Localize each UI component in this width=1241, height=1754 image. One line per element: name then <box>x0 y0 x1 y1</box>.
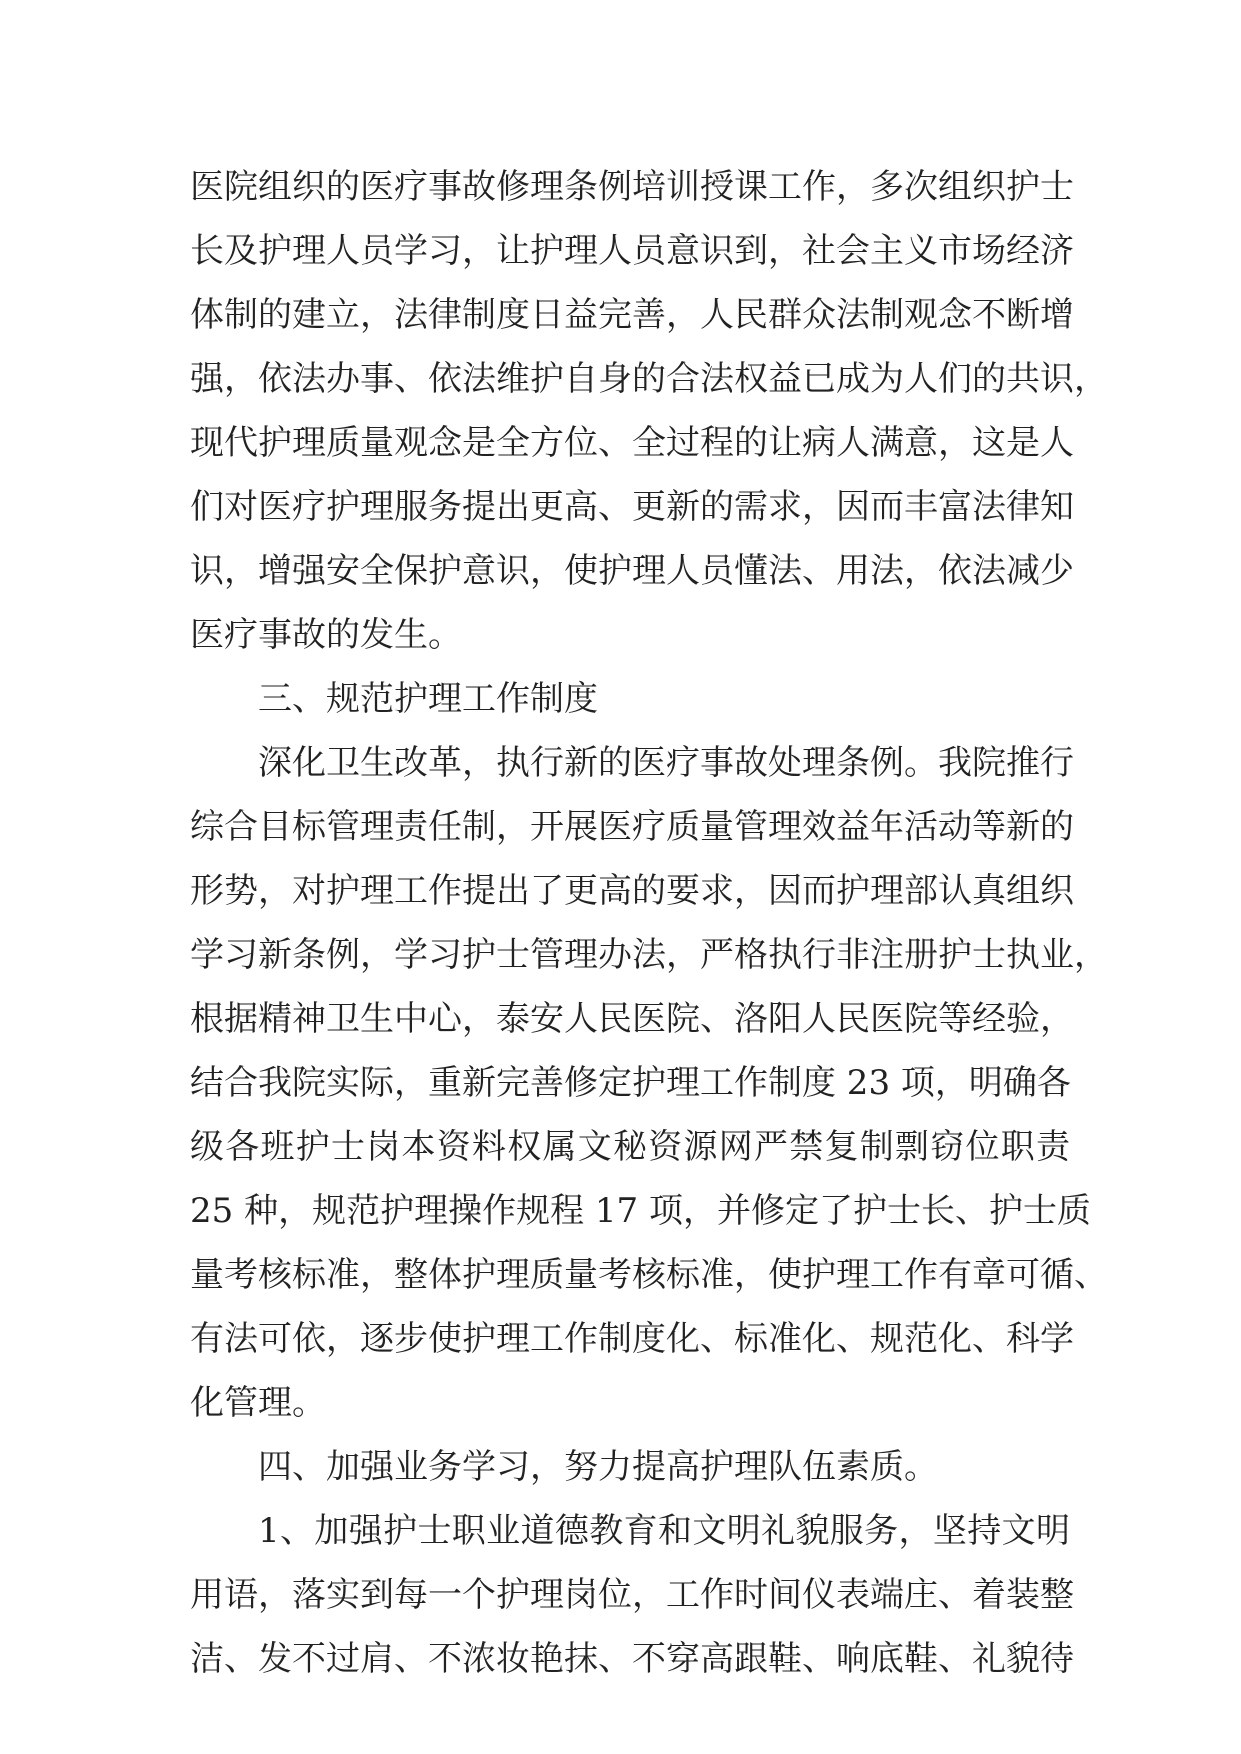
text-line: 根据精神卫生中心，泰安人民医院、洛阳人民医院等经验， <box>190 999 1074 1039</box>
text-line: 识，增强安全保护意识，使护理人员懂法、用法，依法减少 <box>190 551 1074 591</box>
text-line: 长及护理人员学习，让护理人员意识到，社会主义市场经济 <box>190 231 1074 271</box>
text-line: 用语，落实到每一个护理岗位，工作时间仪表端庄、着装整 <box>190 1575 1074 1615</box>
text-line: 现代护理质量观念是全方位、全过程的让病人满意，这是人 <box>190 423 1074 463</box>
text-line: 结合我院实际，重新完善修定护理工作制度 23 项，明确各 <box>190 1063 1071 1103</box>
text-line: 四、加强业务学习，努力提高护理队伍素质。 <box>258 1447 938 1487</box>
body-text <box>190 155 1108 1691</box>
text-line: 医院组织的医疗事故修理条例培训授课工作，多次组织护士 <box>190 167 1074 207</box>
text-line: 级各班护士岗本资料权属文秘资源网严禁复制剽窃位职责 <box>190 1127 1070 1167</box>
text-line: 洁、发不过肩、不浓妆艳抹、不穿高跟鞋、响底鞋、礼貌待 <box>190 1639 1074 1679</box>
text-line: 体制的建立，法律制度日益完善，人民群众法制观念不断增 <box>190 295 1074 335</box>
text-line: 强，依法办事、依法维护自身的合法权益已成为人们的共识， <box>190 359 1108 399</box>
text-line: 1、加强护士职业道德教育和文明礼貌服务，坚持文明 <box>258 1511 1070 1551</box>
text-line: 医疗事故的发生。 <box>190 615 462 655</box>
text-line: 三、规范护理工作制度 <box>258 679 598 719</box>
text-line: 化管理。 <box>190 1383 326 1423</box>
text-line: 25 种，规范护理操作规程 17 项，并修定了护士长、护士质 <box>190 1191 1091 1231</box>
text-line: 量考核标准，整体护理质量考核标准，使护理工作有章可循、 <box>190 1255 1108 1295</box>
text-line: 们对医疗护理服务提出更高、更新的需求，因而丰富法律知 <box>190 487 1074 527</box>
text-line: 有法可依，逐步使护理工作制度化、标准化、规范化、科学 <box>190 1319 1074 1359</box>
text-line: 综合目标管理责任制，开展医疗质量管理效益年活动等新的 <box>190 807 1074 847</box>
text-line: 学习新条例，学习护士管理办法，严格执行非注册护士执业， <box>190 935 1108 975</box>
text-line: 形势，对护理工作提出了更高的要求，因而护理部认真组织 <box>190 871 1074 911</box>
text-line: 深化卫生改革，执行新的医疗事故处理条例。我院推行 <box>258 743 1074 783</box>
